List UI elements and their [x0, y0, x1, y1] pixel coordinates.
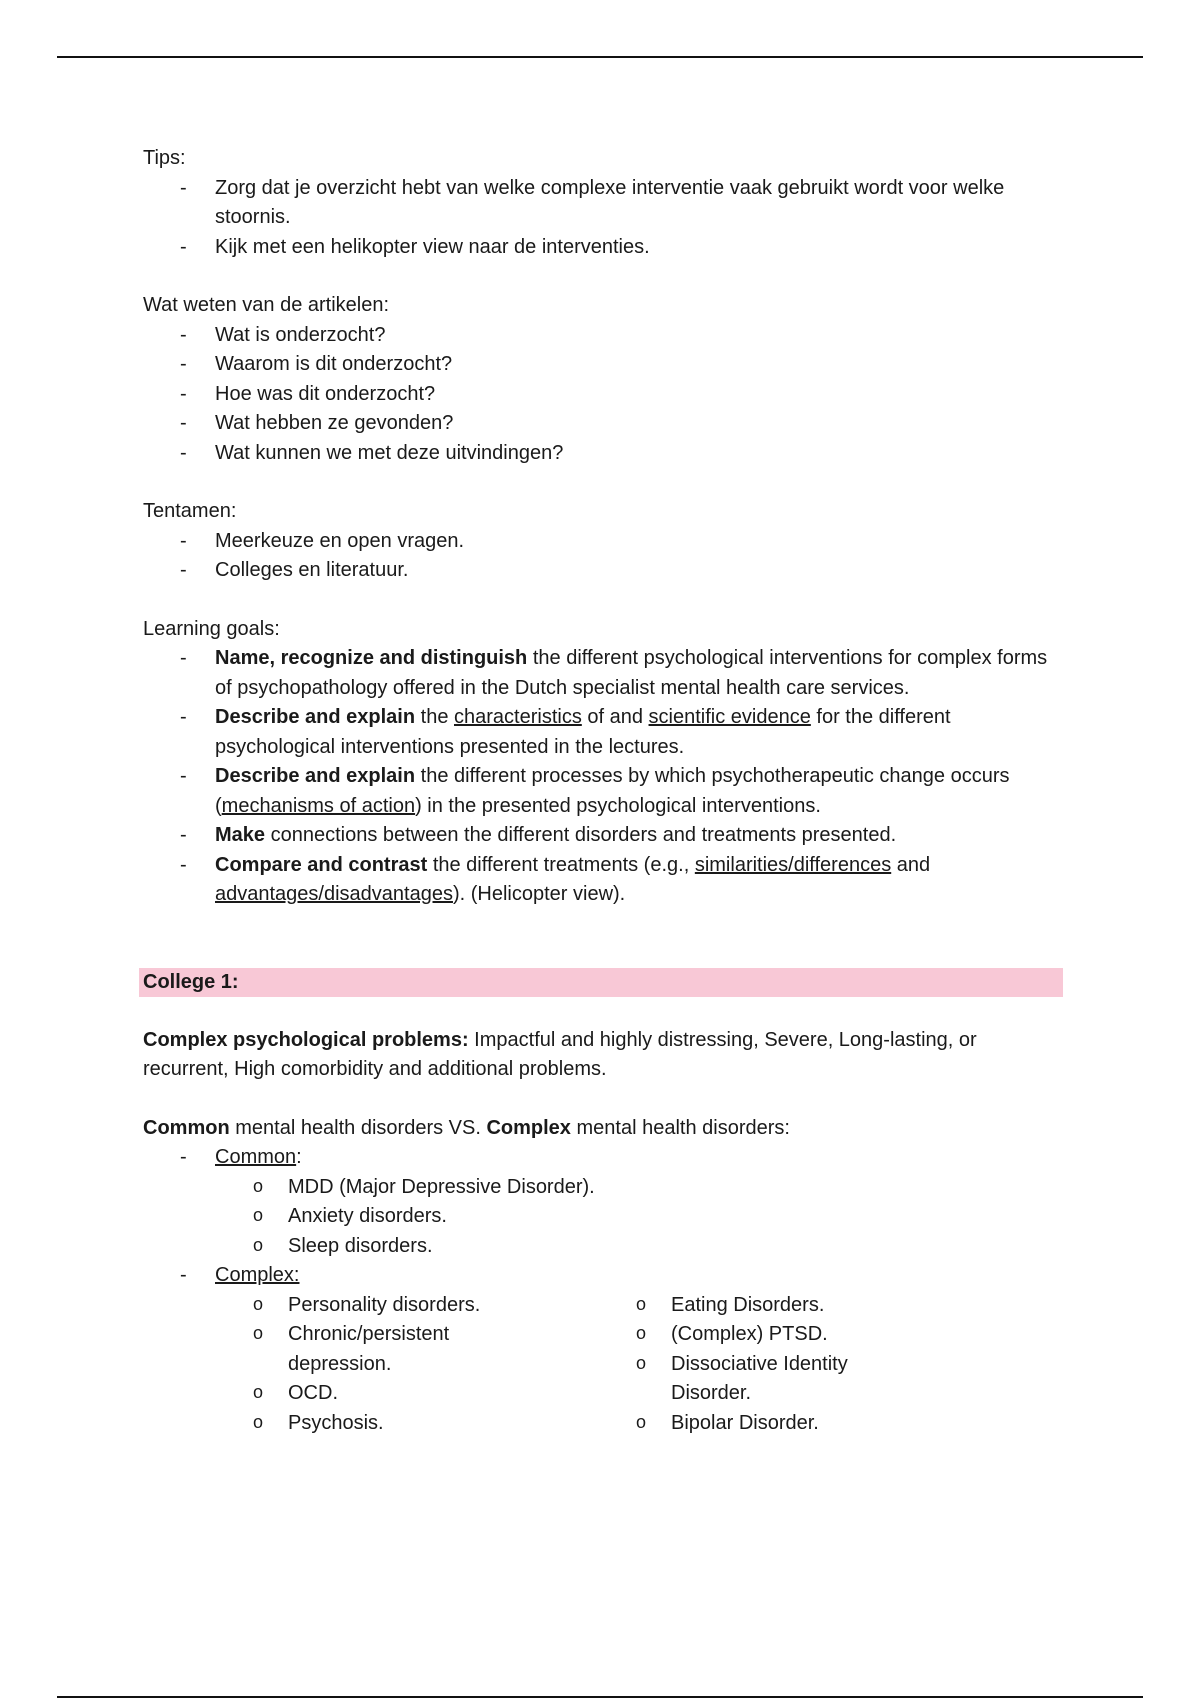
list-item: [143, 703, 1063, 762]
goal-text: the different processes by which psychotherapeutic change occurs (: [215, 765, 1010, 817]
list-item: - Colleges en literatuur.: [143, 556, 1063, 586]
goal-text: and: [891, 853, 931, 876]
header-rule: [57, 56, 1143, 58]
list-item: o Chronic/persistent depression.: [143, 1320, 636, 1379]
goal-verb: Name, recognize and distinguish: [215, 647, 528, 669]
list-item: - Wat kunnen we met deze uitvindingen?: [143, 439, 1063, 469]
disorders-list: [143, 1143, 1063, 1438]
complex-column-right: [636, 1291, 1063, 1439]
complex-columns: [143, 1291, 1063, 1439]
goal-underlined-term: similarities/differences: [694, 853, 892, 876]
list-item: - Kijk met een helikopter view naar de interventies.: [143, 233, 1063, 263]
goal-verb: Compare and contrast: [215, 853, 428, 876]
list-item: - Waarom is dit onderzocht?: [143, 350, 1063, 380]
disorders-intro: [143, 1114, 1063, 1144]
list-item: o OCD.: [143, 1379, 636, 1409]
list-item: - Wat hebben ze gevonden?: [143, 409, 1063, 439]
tips-list: [143, 174, 1063, 263]
complex-label: Complex:: [215, 1264, 300, 1286]
common-label-suffix: :: [296, 1146, 302, 1168]
document-body: [143, 144, 1063, 1438]
exams-list: [143, 527, 1063, 586]
common-group: [143, 1143, 1063, 1261]
definition-term: Complex psychological problems:: [143, 1028, 469, 1051]
goal-underlined-term: advantages/disadvantages: [215, 883, 453, 905]
list-item: o Dissociative Identity Disorder.: [636, 1350, 1063, 1409]
intro-bold-common: Common: [143, 1116, 230, 1139]
complex-problems-definition: [143, 1026, 1063, 1085]
articles-list: [143, 321, 1063, 469]
goal-underlined-term: scientific evidence: [648, 706, 811, 728]
list-item: - Hoe was dit onderzocht?: [143, 380, 1063, 410]
list-item: [143, 762, 1063, 821]
goals-heading: Learning goals:: [143, 617, 280, 640]
definition-text: Impactful and highly distressing, Severe, Long-lasting, or recurrent, High comorbidity and additional problems.: [143, 1028, 977, 1080]
tips-heading: Tips:: [143, 147, 186, 169]
goal-text: of and: [581, 706, 649, 728]
goal-text: the different treatments (e.g.,: [427, 853, 695, 876]
list-item: - Meerkeuze en open vragen.: [143, 527, 1063, 557]
list-item: o Anxiety disorders.: [143, 1202, 1063, 1232]
goal-verb: Describe and explain: [215, 706, 416, 728]
list-item: - Zorg dat je overzicht hebt van welke complexe interventie vaak gebruikt wordt voor welke stoornis.: [143, 174, 1063, 233]
goal-text: connections between the different disorders and treatments presented.: [265, 824, 897, 846]
goal-text: for the different psychological interventions presented in the lectures.: [215, 706, 951, 758]
goal-underlined-term: mechanisms of action: [221, 794, 416, 817]
intro-bold-complex: Complex: [486, 1116, 571, 1139]
exams-heading: Tentamen:: [143, 500, 237, 522]
common-sublist: [143, 1173, 1063, 1262]
list-item: o Psychosis.: [143, 1409, 636, 1439]
goal-text: the: [415, 706, 454, 728]
complex-sublist-left: [143, 1291, 636, 1439]
list-item: o (Complex) PTSD.: [636, 1320, 1063, 1350]
list-item: o Sleep disorders.: [143, 1232, 1063, 1262]
college-heading: College 1:: [139, 968, 1063, 997]
list-item: [143, 644, 1063, 703]
intro-text: mental health disorders VS.: [229, 1116, 487, 1139]
goals-list: [143, 644, 1063, 910]
list-item: [143, 851, 1063, 910]
complex-column-left: [143, 1291, 636, 1439]
complex-group: [143, 1261, 1063, 1438]
goal-verb: Describe and explain: [215, 765, 416, 787]
list-item: o Bipolar Disorder.: [636, 1409, 1063, 1439]
goal-underlined-term: characteristics: [454, 706, 582, 728]
common-label: Common: [215, 1146, 297, 1168]
footer-rule: [57, 1696, 1143, 1698]
goal-text: the different psychological interventions for complex forms of psychopathology offered in the Dutch specialist mental health care services.: [215, 647, 1048, 699]
list-item: o MDD (Major Depressive Disorder).: [143, 1173, 1063, 1203]
list-item: o Personality disorders.: [143, 1291, 636, 1321]
goal-text: ). (Helicopter view).: [452, 883, 626, 905]
intro-text: mental health disorders:: [570, 1116, 790, 1139]
complex-sublist-right: [636, 1291, 1063, 1439]
goal-verb: Make: [215, 824, 266, 846]
goal-text: ) in the presented psychological interventions.: [415, 794, 821, 817]
articles-heading: Wat weten van de artikelen:: [143, 294, 390, 316]
list-item: - Wat is onderzocht?: [143, 321, 1063, 351]
list-item: [143, 821, 1063, 851]
list-item: o Eating Disorders.: [636, 1291, 1063, 1321]
